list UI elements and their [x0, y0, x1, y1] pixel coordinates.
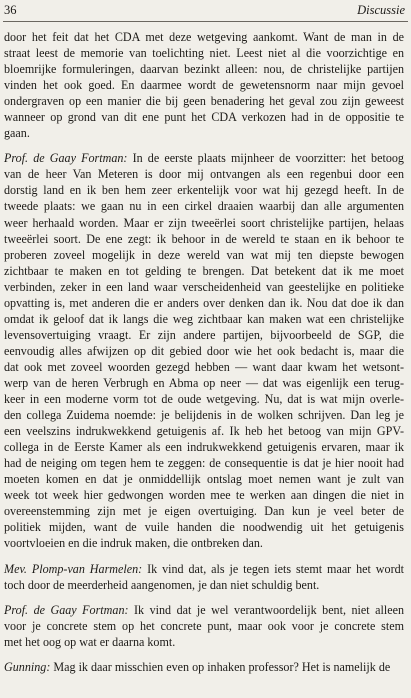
text-line [4, 561, 404, 577]
text-line [4, 439, 404, 455]
line-text: Mag ik daar misschien even op inhaken professor? Het is namelijk de [50, 659, 391, 674]
header-rule [3, 21, 408, 22]
line-text: met het oog op wat er daarna komt. [4, 634, 176, 649]
text-line [4, 634, 404, 650]
text-line [4, 279, 404, 295]
line-text: proberen zoveel mogelijk in deze wereld van wat mij ten diepste bewogen [4, 247, 404, 262]
line-text: In de eerste plaats mijnheer de voorzitter: het betoog [127, 151, 404, 166]
line-text: collega in de Eerste Kamer als een indrukwekkend getuigenis ervaren, maar ik [4, 440, 404, 455]
text-line [4, 150, 404, 166]
text-line [4, 327, 404, 343]
speaker-name: Gunning: [4, 659, 51, 674]
text-line [4, 343, 404, 359]
line-text: door het feit dat het CDA met deze wetgeving aankomt. Want de man in de [4, 30, 404, 44]
speaker-name: Prof. de Gaay Fortman: [4, 602, 129, 617]
text-line [4, 45, 404, 61]
line-text: dat ook met zoveel woorden gezegd hebben — want daar kwam het wetsont- [4, 359, 404, 374]
line-text: gaan. [4, 126, 30, 141]
line-text: zichtbaar te maken en tot gelding te brengen. Dat betekent dat ik me moet [4, 263, 404, 278]
text-line [4, 77, 404, 93]
text-line [4, 455, 404, 471]
text-line [4, 125, 404, 141]
text-line [4, 618, 404, 634]
line-text: moeten komen en dat je onmiddellijk ontslag moet nemen want je zult van [4, 472, 404, 487]
text-line [4, 231, 404, 247]
line-text: Ik vind dat, als je tegen iets stemt maar het wordt [142, 561, 405, 576]
text-line [4, 29, 404, 45]
text-line [4, 407, 404, 423]
text-line [4, 602, 404, 618]
paragraph [4, 659, 404, 675]
text-line [4, 182, 404, 198]
speaker-name: Mev. Plomp-van Harmelen: [4, 561, 143, 576]
line-text: tweeërlei soort. De ene zegt: ik behoor in de wereld te staan en ik behoor te [4, 231, 404, 246]
text-line [4, 109, 404, 125]
text-line [4, 471, 404, 487]
line-text: wanneer op grond van dit ene punt het CDA verkozen had in de oppositie te [4, 110, 404, 125]
line-text: verbinden, zeker in een land waar verscheidenheid van geestelijke en politieke [4, 279, 404, 294]
line-text: opvatting is, met anderen die er anders over denken dan ik. Nou dat doe ik dan [4, 295, 404, 310]
text-line [4, 263, 404, 279]
line-text: straat leest de memorie van toelichting niet. Leest niet al die voorzichtige en [4, 46, 404, 61]
line-text: voor je concrete stem op het concrete punt, maar ook voor je concrete stem [4, 618, 404, 633]
text-line [4, 519, 404, 535]
line-text: tweede plaats: we gaan nu in een cirkel draaien waarbij dan alle argumenten [4, 199, 404, 214]
line-text: week tot week hier gedwongen worden mee te werken aan dingen die niet in [4, 488, 404, 503]
text-line [4, 577, 404, 593]
text-line [4, 198, 404, 214]
text-line [4, 215, 404, 231]
line-text: dorstig land en ik ben hem zeer erkentelijk voor wat hij gezegd heeft. In de [4, 183, 404, 198]
line-text: eenvoudig alles afwijzen op dit gebied door wie het ook bedacht is, maar die [4, 343, 404, 358]
running-head: Discussie [357, 3, 405, 17]
line-text: ondergraven op een manier die bij geen benadering het geval zou zijn geweest [4, 94, 404, 109]
line-text: vinden het ook goed. En daarmee wordt de gewetensnorm naar mijn gevoel [4, 78, 404, 93]
line-text: Ik vind dat je wel verantwoordelijk bent, niet alleen [128, 602, 404, 617]
text-line [4, 61, 404, 77]
page-header [0, 0, 411, 22]
line-text: weer herhaald worden. Maar er zijn tweeërlei soort christelijke partijen, helaas [4, 215, 404, 230]
line-text: keer in een moderne vorm tot de oude wetgeving. Nu, dat is wat mijn overle- [4, 392, 404, 407]
line-text: omdat ik geloof dat ik langs die weg zichtbaar kan maken wat een christelijke [4, 311, 404, 326]
paragraph [4, 561, 404, 593]
line-text: den collega Zuidema noemde: je belijdenis in de wolken schrijven. Dan leg je [4, 408, 404, 423]
text-line [4, 391, 404, 407]
text-line [4, 375, 404, 391]
text-line [4, 659, 404, 675]
page-body [4, 29, 404, 675]
speaker-name: Prof. de Gaay Fortman: [4, 151, 128, 166]
text-line [4, 487, 404, 503]
text-line [4, 311, 404, 327]
line-text: politiek mijden, want de vuile handen die noodwendig uit het getuigenis [4, 520, 404, 535]
line-text: overeenstemming zijn met je eigen overtuiging. Dan kun je veel beter de [4, 504, 404, 519]
paragraph [4, 29, 404, 141]
paragraph [4, 602, 404, 650]
text-line [4, 166, 404, 182]
text-line [4, 359, 404, 375]
line-text: toch door de meerderheid aangenomen, je dan niet schuldig bent. [4, 577, 320, 592]
line-text: voortvloeien en die indruk maken, die ontbreken dan. [4, 536, 263, 551]
text-line [4, 93, 404, 109]
text-line [4, 247, 404, 263]
line-text: een veelszins indrukwekkend getuigenis af. Ik heb het betoog van mijn GPV- [4, 424, 404, 439]
text-line [4, 535, 404, 551]
paragraph [4, 150, 404, 551]
text-line [4, 295, 404, 311]
line-text: had de neiging om tegen hem te zeggen: de consequentie is dat je hier nooit had [4, 456, 404, 471]
line-text: van de heer Van Meteren is door mij ontvangen als een regenbui door een [4, 167, 404, 182]
text-line [4, 423, 404, 439]
line-text: werp van de heren Verbrugh en Abma op neer — dat was eigenlijk een terug- [4, 375, 404, 390]
text-line [4, 503, 404, 519]
line-text: levensovertuiging vraagt. Er zijn andere partijen, bijvoorbeeld de SGP, die [4, 327, 404, 342]
page-number: 36 [4, 3, 17, 17]
line-text: bloemrijke formuleringen, daarvan bezinkt alleen: nou, de christelijke partijen [4, 62, 404, 77]
